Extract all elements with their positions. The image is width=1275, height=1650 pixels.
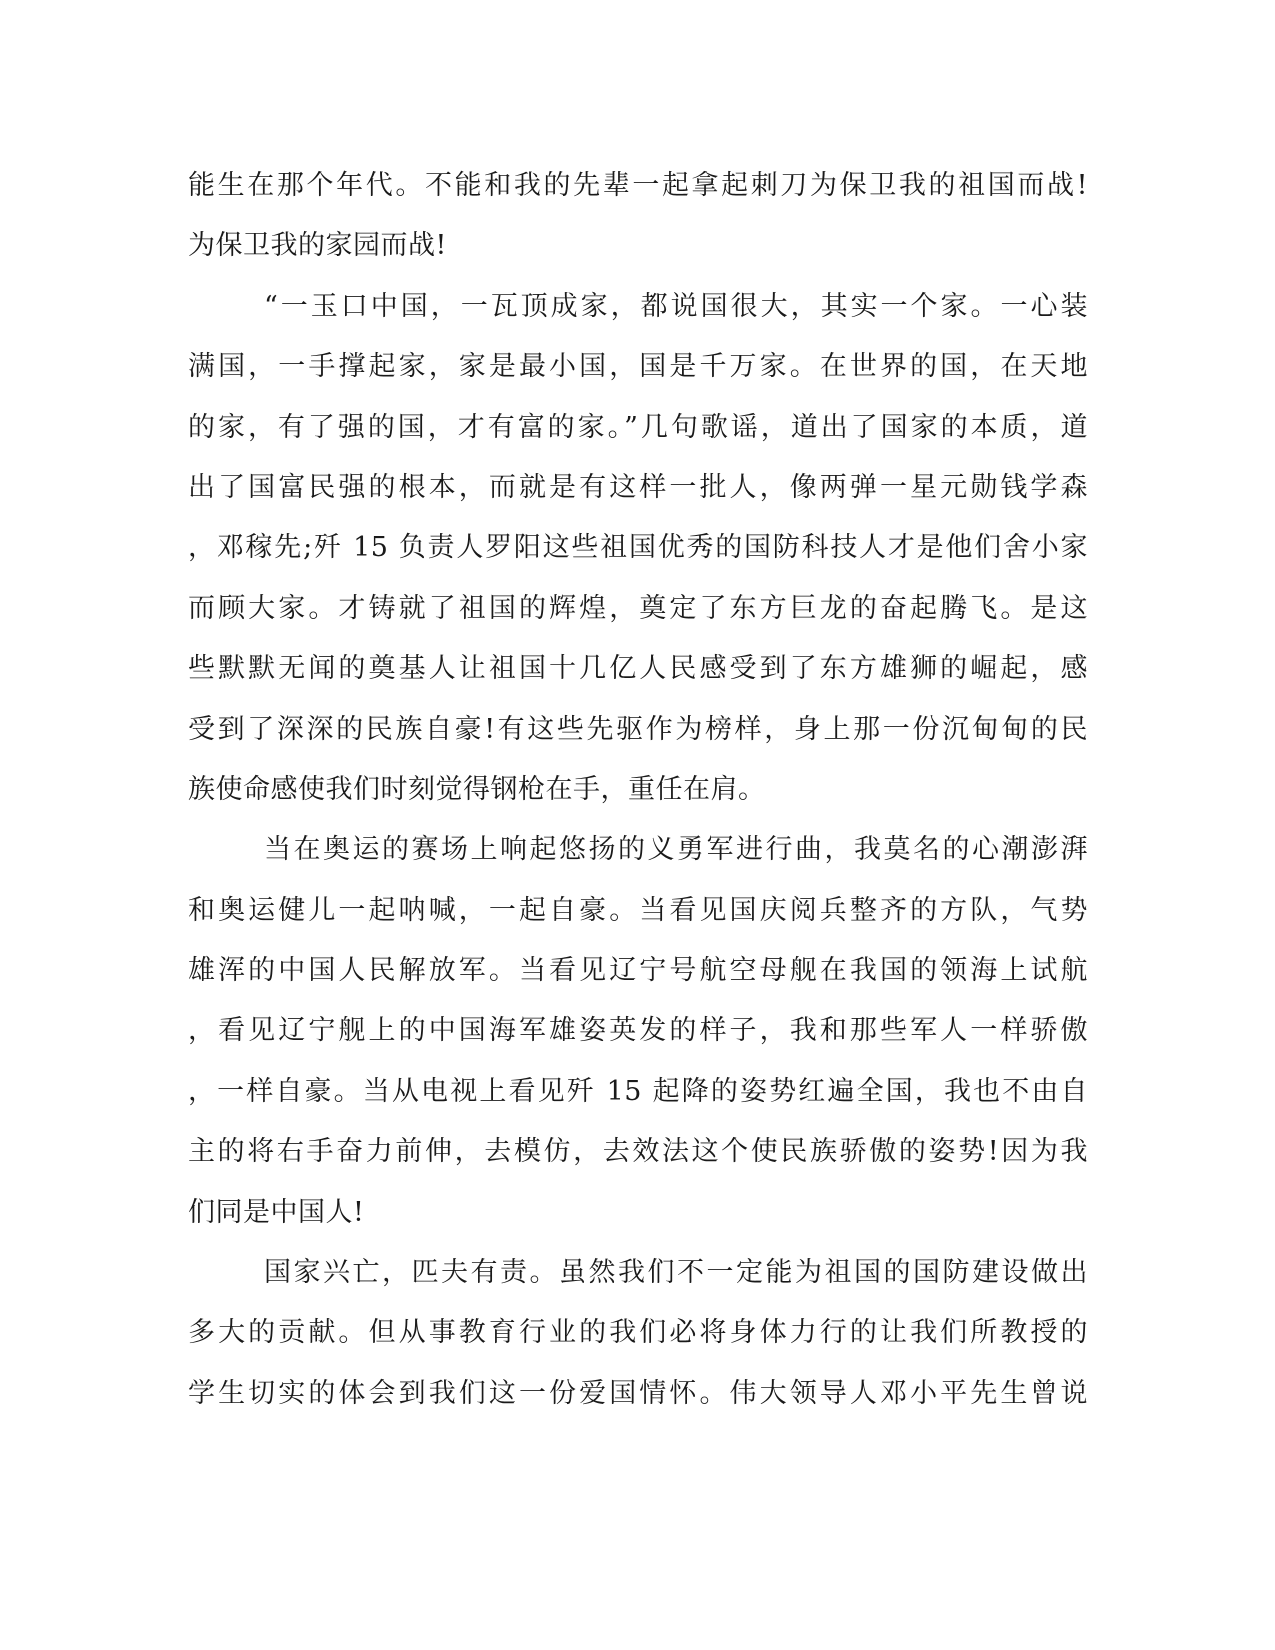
- text-line: 多大的贡献。但从事教育行业的我们必将身体力行的让我们所教授的: [188, 1317, 1088, 1349]
- text-line: ，一样自豪。当从电视上看见歼 15 起降的姿势红遍全国，我也不由自: [188, 1075, 1088, 1107]
- text-line: 而顾大家。才铸就了祖国的辉煌，奠定了东方巨龙的奋起腾飞。是这: [188, 592, 1088, 624]
- paragraph-start-line: 当在奥运的赛场上响起悠扬的义勇军进行曲，我莫名的心潮澎湃: [264, 834, 1088, 866]
- text-line: 能生在那个年代。不能和我的先辈一起拿起刺刀为保卫我的祖国而战!: [188, 170, 1088, 201]
- text-line: ，看见辽宁舰上的中国海军雄姿英发的样子，我和那些军人一样骄傲: [188, 1015, 1088, 1047]
- paragraph-start-line: “一玉口中国，一瓦顶成家，都说国很大，其实一个家。一心装: [264, 290, 1088, 322]
- body-text: [188, 156, 1088, 1424]
- paragraph-start-line: 国家兴亡，匹夫有责。虽然我们不一定能为祖国的国防建设做出: [264, 1257, 1088, 1289]
- text-line: 族使命感使我们时刻觉得钢枪在手，重任在肩。: [188, 773, 766, 805]
- text-line: 的家，有了强的国，才有富的家。”几句歌谣，道出了国家的本质，道: [188, 411, 1088, 443]
- text-line: 为保卫我的家园而战!: [188, 230, 447, 262]
- text-line: 出了国富民强的根本，而就是有这样一批人，像两弹一星元勋钱学森: [188, 471, 1088, 503]
- text-line: 些默默无闻的奠基人让祖国十几亿人民感受到了东方雄狮的崛起，感: [188, 653, 1088, 685]
- text-line: 和奥运健儿一起呐喊，一起自豪。当看见国庆阅兵整齐的方队，气势: [188, 894, 1088, 926]
- text-line: 雄浑的中国人民解放军。当看见辽宁号航空母舰在我国的领海上试航: [188, 955, 1088, 987]
- text-line: 学生切实的体会到我们这一份爱国情怀。伟大领导人邓小平先生曾说: [188, 1377, 1088, 1409]
- text-line: 主的将右手奋力前伸，去模仿，去效法这个使民族骄傲的姿势!因为我: [188, 1136, 1088, 1168]
- text-line: 受到了深深的民族自豪!有这些先驱作为榜样，身上那一份沉甸甸的民: [188, 713, 1088, 745]
- text-line: ，邓稼先;歼 15 负责人罗阳这些祖国优秀的国防科技人才是他们舍小家: [188, 532, 1088, 564]
- text-line: 满国，一手撑起家，家是最小国，国是千万家。在世界的国，在天地: [188, 351, 1088, 383]
- text-line: 们同是中国人!: [188, 1196, 365, 1228]
